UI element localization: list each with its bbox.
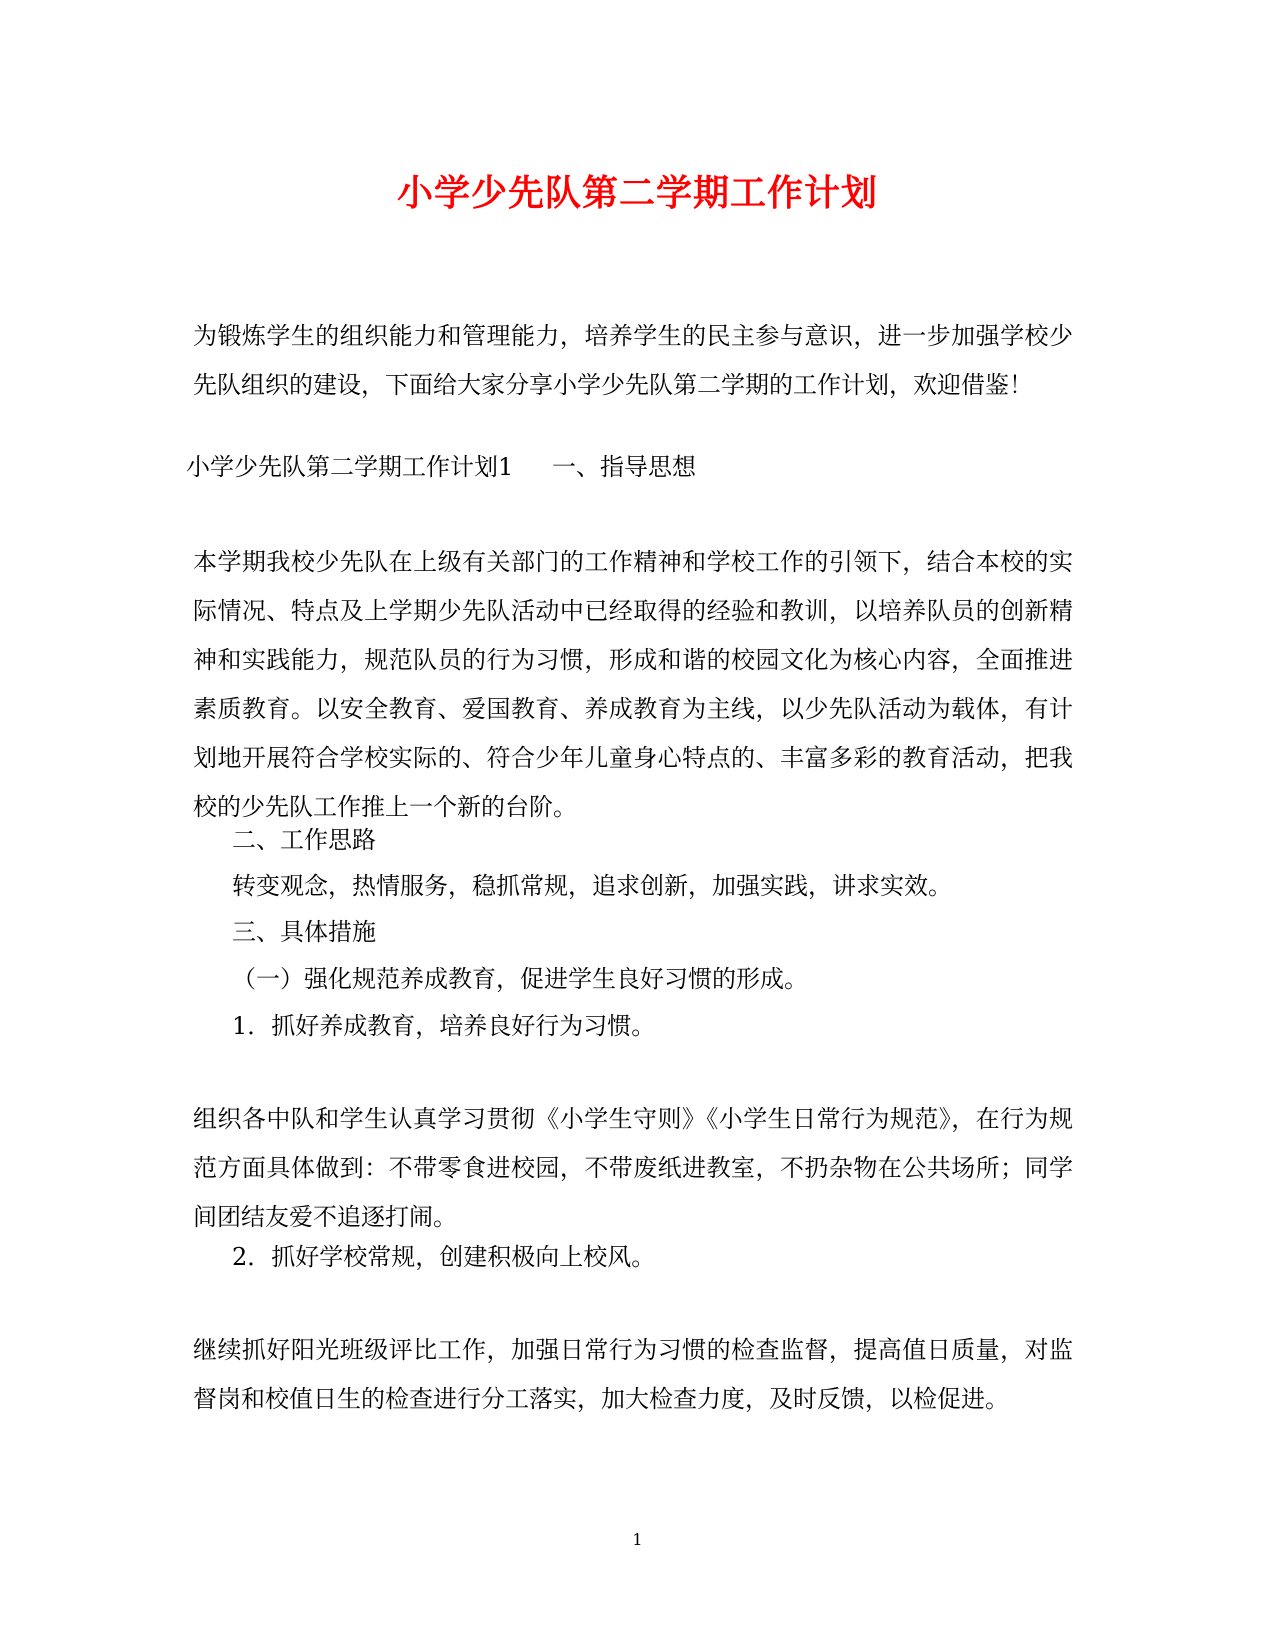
- section1-body: 本学期我校少先队在上级有关部门的工作精神和学校工作的引领下，结合本校的实际情况、特点及上学期少先队活动中已经取得的经验和教训，以培养队员的创新精神和实践能力，规范队员的行为习惯，形成和谐的校园文化为核心内容，全面推进素质教育。以安全教育、爱国教育、养成教育为主线，以少先队活动为载体，有计划地开展符合学校实际的、符合少年儿童身心特点的、丰富多彩的教育活动，把我校的少先队工作推上一个新的台阶。: [193, 548, 1073, 821]
- page-number: 1: [632, 1530, 643, 1549]
- item2-heading: 2．抓好学校常规，创建积极向上校风。: [232, 1243, 656, 1271]
- measure1-heading: （一）强化规范养成教育，促进学生良好习惯的形成。: [232, 965, 808, 993]
- document-title: 小学少先队第二学期工作计划: [396, 172, 878, 214]
- item1-body: 组织各中队和学生认真学习贯彻《小学生守则》《小学生日常行为规范》，在行为规范方面具体做到：不带零食进校园，不带废纸进教室，不扔杂物在公共场所；同学间团结友爱不追逐打闹。: [193, 1105, 1073, 1231]
- item1-heading: 1．抓好养成教育，培养良好行为习惯。: [232, 1012, 656, 1040]
- section3-heading: 三、具体措施: [232, 918, 376, 946]
- section2-heading: 二、工作思路: [232, 826, 376, 854]
- section2-body: 转变观念，热情服务，稳抓常规，追求创新，加强实践，讲求实效。: [232, 872, 952, 900]
- section1-heading: 一、指导思想: [552, 453, 696, 481]
- plan-heading: 小学少先队第二学期工作计划1: [186, 453, 514, 481]
- item2-body: 继续抓好阳光班级评比工作，加强日常行为习惯的检查监督，提高值日质量，对监督岗和校值日生的检查进行分工落实，加大检查力度，及时反馈，以检促进。: [193, 1336, 1073, 1413]
- intro-paragraph: 为锻炼学生的组织能力和管理能力，培养学生的民主参与意识，进一步加强学校少先队组织的建设，下面给大家分享小学少先队第二学期的工作计划，欢迎借鉴！: [193, 322, 1073, 399]
